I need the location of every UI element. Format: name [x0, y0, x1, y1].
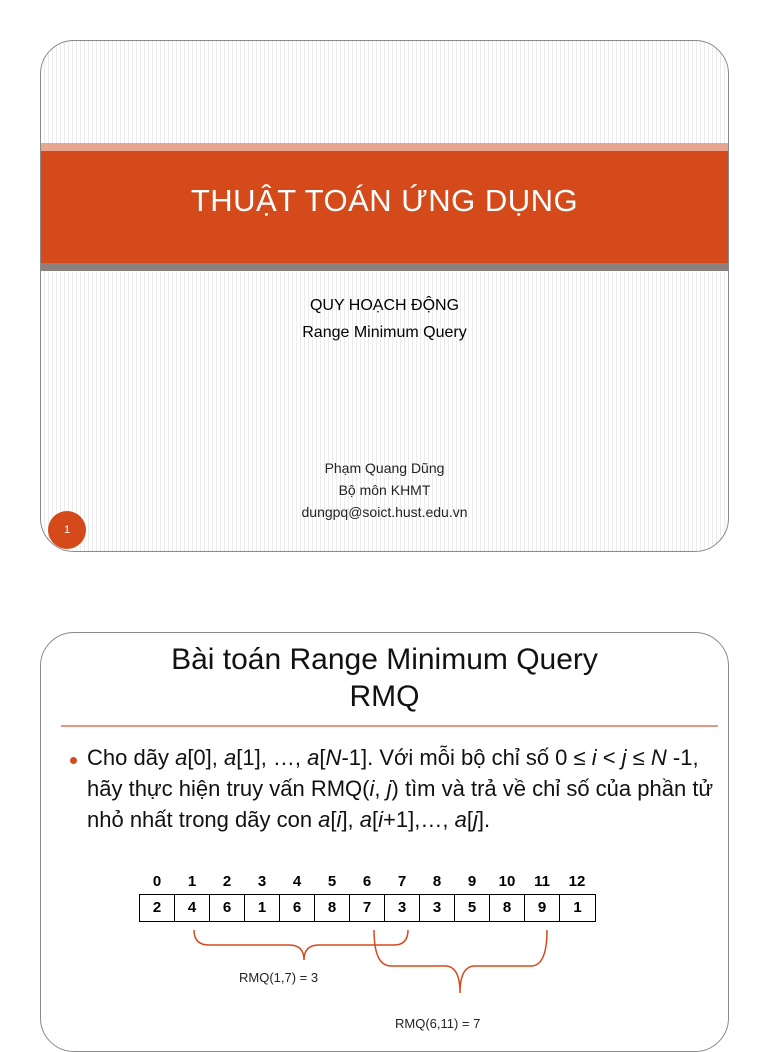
- slide-title: THUẬT TOÁN ỨNG DỤNG: [190, 183, 579, 218]
- bullet-text-run: Cho dãy: [87, 745, 176, 770]
- bullet-text-run-italic: i: [591, 745, 597, 770]
- array-index: 6: [362, 873, 372, 890]
- bullet-text-run-italic: a: [318, 807, 331, 832]
- array-index: 11: [534, 873, 550, 890]
- slide-heading-line2: RMQ: [349, 680, 420, 713]
- bullet-text-run-italic: a: [224, 745, 237, 770]
- bullet-text-run: <: [596, 745, 622, 770]
- title-band-top-accent: [41, 143, 728, 151]
- bullet-text-run-italic: j: [621, 745, 627, 770]
- rmq1-brace: [194, 930, 408, 960]
- slide-heading-line1: Bài toán Range Minimum Query: [171, 643, 598, 676]
- array-index: 10: [498, 873, 516, 890]
- rmq2-label: RMQ(6,11) = 7: [395, 1016, 481, 1031]
- array-cell: 3: [420, 895, 455, 921]
- array-cell: 4: [175, 895, 210, 921]
- array-cell: 2: [140, 895, 175, 921]
- array-cell: 1: [245, 895, 280, 921]
- array-index: 0: [152, 873, 162, 890]
- bullet-text-run: [: [319, 745, 326, 770]
- bullet-text-run: [0],: [187, 745, 224, 770]
- bullet-text-run-italic: a: [175, 745, 188, 770]
- author-department: Bộ môn KHMT: [338, 482, 431, 498]
- array-cell: 6: [280, 895, 315, 921]
- bullet-text-run: -1]. Với mỗi bộ chỉ số 0 ≤: [341, 745, 592, 770]
- bullet-text-run-italic: a: [307, 745, 320, 770]
- array-index: 1: [187, 873, 197, 890]
- bullet-text-run-italic: i: [378, 807, 384, 832]
- array-cell: 5: [455, 895, 490, 921]
- bullet-text-run: -1, hãy thực hiện truy vấn RMQ(: [87, 745, 699, 801]
- array-index: 7: [397, 873, 407, 890]
- bullet-text-run: [: [330, 807, 337, 832]
- range-braces: [41, 633, 729, 1052]
- bullet-text-run: ,: [374, 776, 387, 801]
- title-slide: [40, 40, 729, 552]
- array-index: 4: [292, 873, 302, 890]
- page-number-badge: 1: [48, 511, 86, 549]
- bullet-text-run: [1], …,: [236, 745, 308, 770]
- array-cell: 6: [210, 895, 245, 921]
- bullet-text-run: [: [466, 807, 473, 832]
- bullet-text-run: ) tìm và trả về chỉ số của phần tử nhỏ nhất trong dãy con: [87, 776, 714, 832]
- array-index: 2: [222, 873, 232, 890]
- bullet-text-run: ].: [477, 807, 491, 832]
- author-name: Phạm Quang Dũng: [324, 460, 445, 476]
- bullet-text-run-italic: a: [454, 807, 467, 832]
- bullet-text-run: +1],…,: [383, 807, 455, 832]
- array-cell: 1: [573, 899, 582, 916]
- slide-subtitle-topic: QUY HOẠCH ĐỘNG: [309, 297, 460, 314]
- bullet-text-run: [: [372, 807, 379, 832]
- array-index: 8: [432, 873, 442, 890]
- bullet-text-run: ≤: [626, 745, 651, 770]
- bullet-text-run-italic: j: [386, 776, 392, 801]
- bullet-text-run-italic: N: [650, 745, 667, 770]
- title-band-bottom-accent: [41, 263, 728, 271]
- author-email: dungpq@soict.hust.edu.vn: [301, 504, 468, 520]
- array-index: 5: [327, 873, 337, 890]
- rmq1-label: RMQ(1,7) = 3: [239, 970, 319, 985]
- bullet-text-run-italic: i: [336, 807, 342, 832]
- array-cell: 9: [525, 895, 560, 921]
- slide-subtitle-problem: Range Minimum Query: [302, 324, 467, 341]
- array-cell: 8: [315, 895, 350, 921]
- bullet-text-run-italic: a: [359, 807, 373, 832]
- array-index: 9: [467, 873, 477, 890]
- bullet-text-run-italic: j: [472, 807, 478, 832]
- array-cell: 8: [490, 895, 525, 921]
- array-cell: 7: [350, 895, 385, 921]
- rmq2-brace: [374, 930, 547, 993]
- bullet-text-run-italic: N: [325, 745, 342, 770]
- bullet-text-run: ],: [341, 807, 360, 832]
- array-index: 3: [257, 873, 267, 890]
- array-cell: 3: [385, 895, 420, 921]
- content-slide: [40, 632, 729, 1052]
- array-index: 12: [568, 873, 586, 890]
- bullet-text-run-italic: i: [369, 776, 375, 801]
